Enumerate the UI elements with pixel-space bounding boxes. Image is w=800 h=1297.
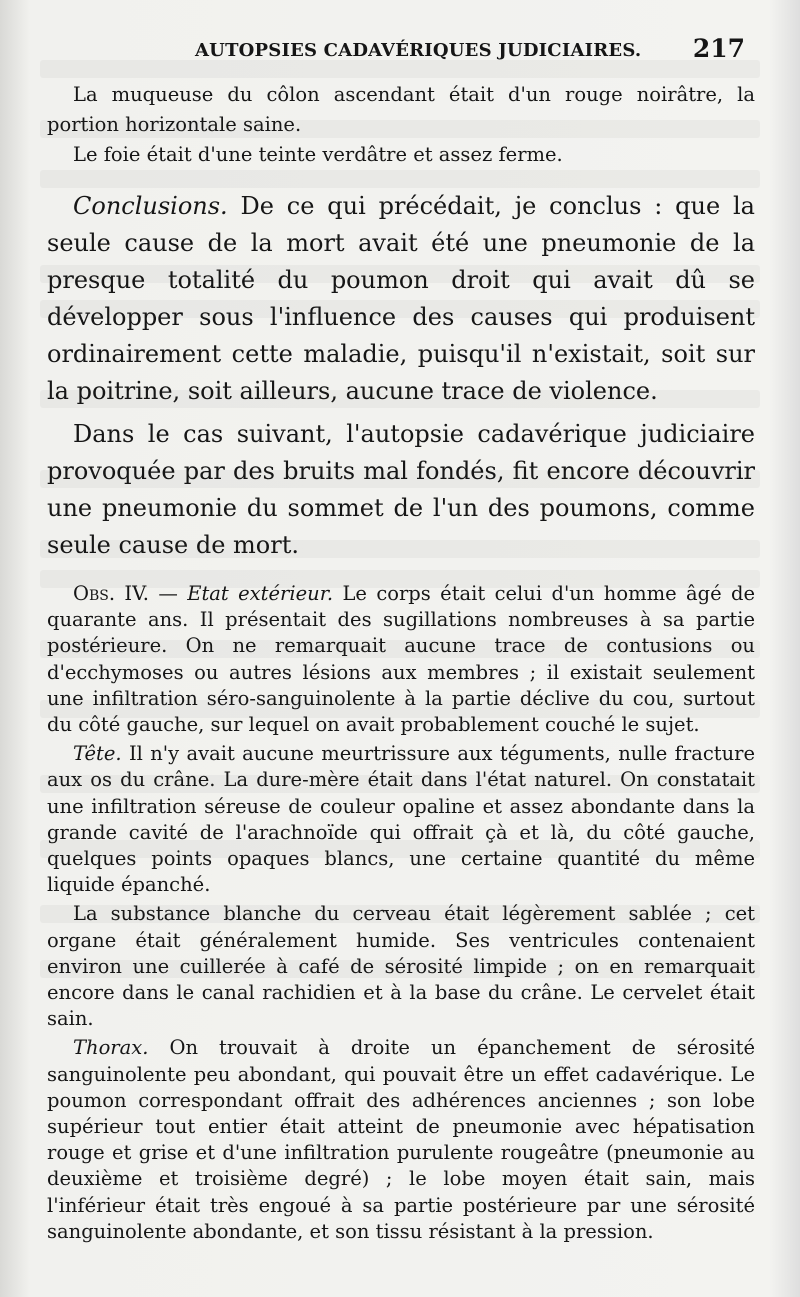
page-number: 217 <box>692 34 745 63</box>
conclusions-text: De ce qui précédait, je conclus : que la seule cause de la mort avait été une pneumonie de la presque totalité du poumon droit qui avait dû se développer sous l'influence des causes qui produisent ordinairement cette maladie, puisqu'il n'existait, soit sur la poitrine, soit ailleurs, aucune trace de violence. <box>47 192 755 405</box>
tete-text: Il n'y avait aucune meurtrissure aux téguments, nulle fracture aux os du crâne. La dure-mère était dans l'état naturel. On constatait une infiltration séreuse de couleur opaline et assez abondante dans la grande cavité de l'arachnoïde qui offrait çà et là, du côté gauche, quelques points opaques blancs, une certaine quantité du même liquide épanché. <box>47 742 756 897</box>
paragraph-intro-case: Dans le cas suivant, l'autopsie cadavérique judiciaire provoquée par des bruits mal fondés, fit encore découvrir une pneumonie du sommet de l'un des poumons, comme seule cause de mort. <box>47 420 755 559</box>
observation-text: Le corps était celui d'un homme âgé de quarante ans. Il présentait des sugillations nombreuses à sa partie postérieure. On ne remarquait aucune trace de contusions ou d'ecchymoses ou autres lésions aux membres ; il existait seulement une infiltration séro-sanguinolente à la partie déclive du cou, surtout du côté gauche, sur lequel on avait probablement couché le sujet. <box>47 582 756 737</box>
observation-section-label: Etat extérieur. <box>187 582 334 605</box>
paragraph-observation <box>47 581 755 738</box>
paragraph-tete <box>47 741 755 898</box>
paragraph-foie: Le foie était d'une teinte verdâtre et assez ferme. <box>73 143 563 166</box>
thorax-text: On trouvait à droite un épanchement de sérosité sanguinolente peu abondant, qui pouvait être un effet cadavérique. Le poumon correspondant offrait des adhérences anciennes ; son lobe supérieur tout entier était atteint de pneumonie avec hépatisation rouge et grise et d'une infiltration purulente rougeâtre (pneumonie au deuxième et troisième degré) ; le lobe moyen était sain, mais l'inférieur était très engoué à sa partie postérieure par une sérosité sanguinolente abondante, et son tissu résistant à la pression. <box>47 1036 755 1243</box>
observation-label: Obs. IV. — <box>73 582 188 605</box>
running-title: AUTOPSIES CADAVÉRIQUES JUDICIAIRES. <box>195 40 642 61</box>
paragraph-conclusions <box>47 188 755 410</box>
paragraph-substance: La substance blanche du cerveau était légèrement sablée ; cet organe était généralement humide. Ses ventricules contenaient environ une cuillerée à café de sérosité limpide ; on en remarquait encore dans le canal rachidien et à la base du crâne. Le cervelet était sain. <box>47 902 755 1031</box>
thorax-label: Thorax. <box>73 1036 149 1060</box>
paragraph-colon: La muqueuse du côlon ascendant était d'un rouge noirâtre, la portion horizontale saine. <box>47 83 755 136</box>
conclusions-label: Conclusions. <box>73 192 228 220</box>
small-text-block-top <box>47 80 755 170</box>
paragraph-thorax <box>47 1035 755 1245</box>
page-header <box>195 34 755 70</box>
large-text-block <box>47 188 755 564</box>
observation-block <box>47 581 755 1245</box>
tete-label: Tête. <box>73 742 122 766</box>
